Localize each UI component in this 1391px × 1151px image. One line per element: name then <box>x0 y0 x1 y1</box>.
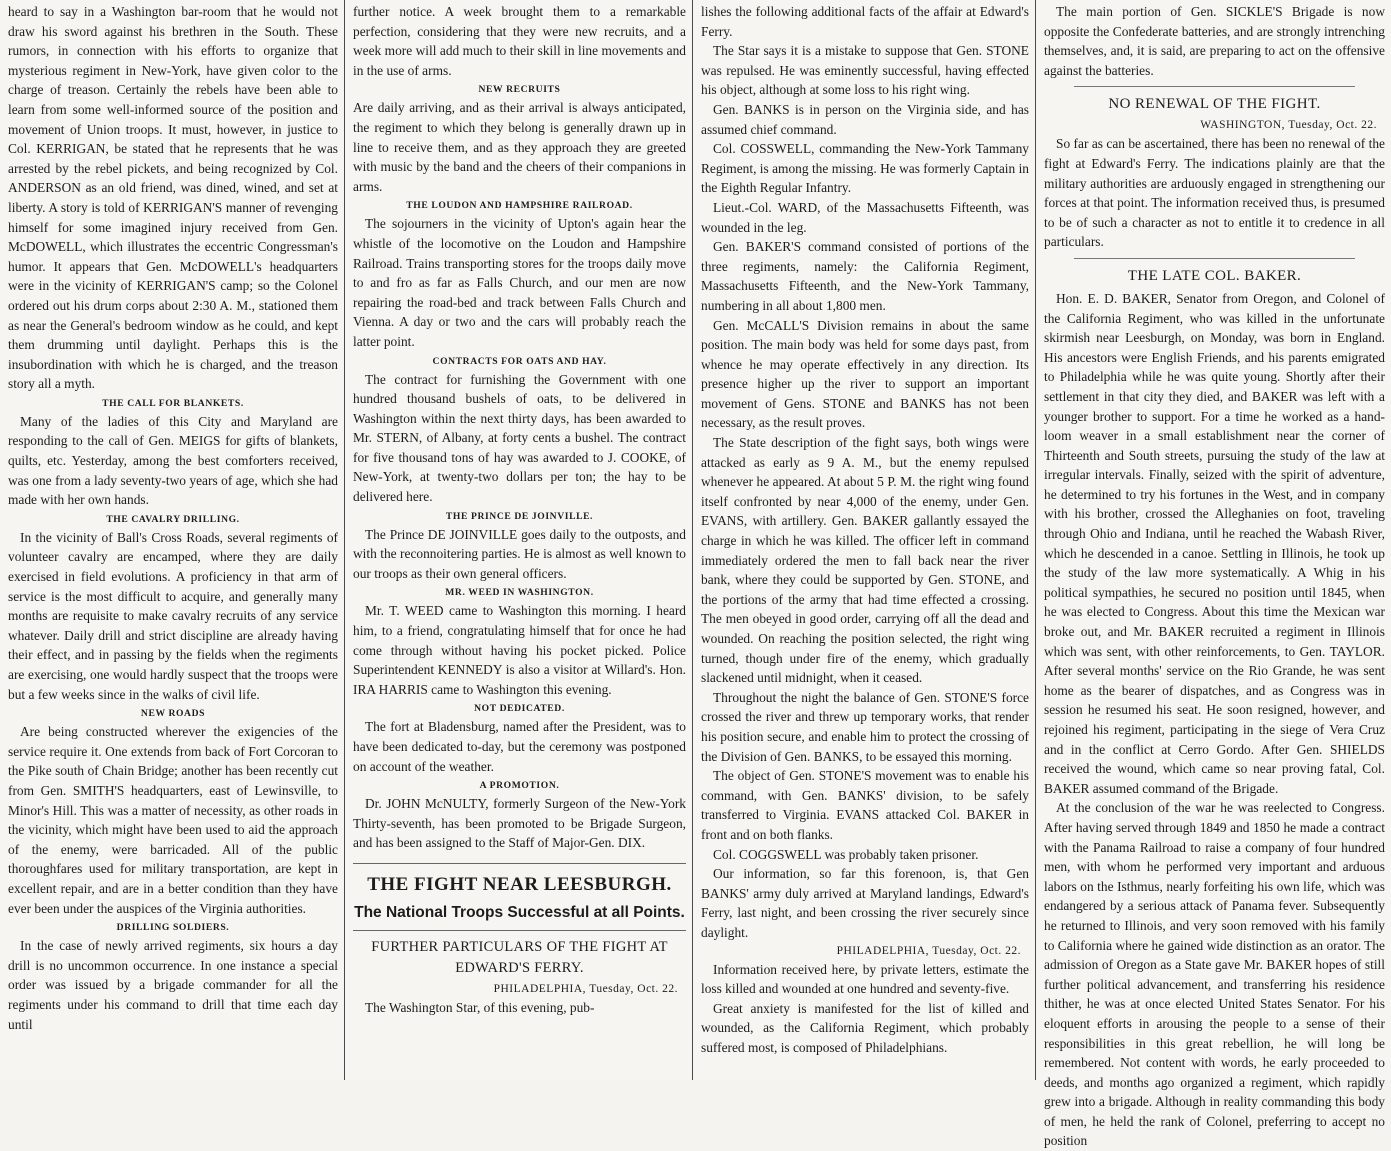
article-paragraph: In the vicinity of Ball's Cross Roads, several regiments of volunteer cavalry are encamped, where they are daily exercised in field evolutions. A proficiency in that arm of service is the most difficult to acquire, and generally many months are requisite to make cavalry recruits of any service whatever. Daily drill and strict discipline are already having their effect, and in passing by the fields when the regiments are exercising, one would hardly suspect that the troops were but a few weeks since in the walks of civil life. <box>8 529 338 702</box>
main-headline: THE FIGHT NEAR LEESBURGH. <box>353 863 686 898</box>
article-paragraph: The main portion of Gen. SICKLE'S Brigade is now opposite the Confederate batteries, and are strongly intrenching themselves, and, it is said, are preparing to act on the offensive against the batteries. <box>1044 4 1385 78</box>
section-heading: THE CALL FOR BLANKETS. <box>102 397 244 409</box>
article-paragraph: The fort at Bladensburg, named after the President, was to have been dedicated to-day, but the ceremony was postponed on account of the weather. <box>353 719 686 774</box>
article-paragraph: Lieut.-Col. WARD, of the Massachusetts Fifteenth, was wounded in the leg. <box>701 199 1029 235</box>
article-paragraph: Great anxiety is manifested for the list of killed and wounded, as the California Regiment, which probably suffered most, is composed of Philadelphians. <box>701 1000 1029 1055</box>
headline-deck: The National Troops Successful at all Points. <box>354 903 685 921</box>
article-paragraph: Dr. JOHN McNULTY, formerly Surgeon of the New-York Thirty-seventh, has been promoted to be Brigade Surgeon, and has been assigned to the Staff of Major-Gen. DIX. <box>353 796 686 851</box>
article-paragraph: Our information, so far this forenoon, is, that Gen BANKS' army duly arrived at Maryland landings, Edward's Ferry, last night, and been crossing the river securely since daylight. <box>701 866 1029 940</box>
article-paragraph: Gen. BAKER'S command consisted of portions of the three regiments, namely: the California Regiment, Massachusetts Fifteenth, and the New-York Tammany, numbering in all about 1,800 men. <box>701 239 1029 313</box>
column-3 <box>693 0 1036 1080</box>
section-heading: THE CAVALRY DRILLING. <box>106 513 240 525</box>
article-paragraph: Gen. McCALL'S Division remains in about the same position. The main body was held for some days past, from whence he may operate effectively in any direction. Its presence higher up the river to support an important movement of Gens. STONE and BANKS has not been necessary, as the result proves. <box>701 317 1029 431</box>
section-heading: THE LOUDON AND HAMPSHIRE RAILROAD. <box>406 200 633 212</box>
article-paragraph: The State description of the fight says, both wings were attacked as early as 9 A. M., but the enemy repulsed whenever he appeared. At about 5 P. M. the right wing found itself confronted by near 4,000 of the enemy, under Gen. EVANS, with artillery. Gen. BAKER gallantly essayed the charge in which he was killed. The officer left in command immediately ordered the men to fall back near the river bank, where they could be supported by Gen. STONE, and the portions of the army that had time effected a crossing. The men obeyed in good order, carrying off all the dead and wounded. On reaching the position selected, the right wing turned, though under fire of the enemy, which gradually slackened until midnight, when it ceased. <box>701 435 1029 686</box>
column-4 <box>1036 0 1391 1149</box>
dateline: PHILADELPHIA, Tuesday, Oct. 22. <box>836 944 1021 957</box>
column-2 <box>345 0 693 1080</box>
article-paragraph: Throughout the night the balance of Gen. STONE'S force crossed the river and threw up temporary works, that render his position secure, and enable him to protect the crossing of the Division of Gen. BANKS, to be essayed this morning. <box>701 689 1029 764</box>
section-heading: NEW ROADS <box>140 708 206 720</box>
section-heading: NOT DEDICATED. <box>474 703 565 715</box>
article-paragraph: Col. COSSWELL, commanding the New-York Tammany Regiment, is among the missing. He was formerly Captain in the Eighth Regular Infantry. <box>701 141 1029 196</box>
article-paragraph: The sojourners in the vicinity of Upton's again hear the whistle of the locomotive on the Loudon and Hampshire Railroad. Trains transporting stores for the troops daily move to and fro as far as Falls Church, and our men are now repairing the road-bed and track between Falls Church and Vienna. A day or two and the cars will probably reach the latter point. <box>353 216 686 349</box>
article-paragraph: heard to say in a Washington bar-room that he would not draw his sword against his brethren in the South. These rumors, in connection with his efforts to organize that mysterious regiment in New-York, have given color to the charge of treason. Certainly the rebels have been able to learn from some well-informed source of the position and movement of Union troops. It must, however, in justice to Col. KERRIGAN, be stated that he represents that he was arrested by the rebel pickets, and being recognized by Col. ANDERSON as an old friend, was dined, wined, and set at liberty. A story is told of KERRIGAN'S manner of revenging himself for some imagined injury received from Gen. McDOWELL, which illustrates the eccentric Congressman's humor. It appears that Gen. McDOWELL's headquarters were in the vicinity of KERRIGAN'S camp; so the Colonel ordered out his drum corps about 2:30 A. M., stationed them as near the General's bedroom window as he could, and kept them drumming until daylight. Perhaps this is the insubordination with which he is charged, and the treason story all a myth. <box>8 4 338 392</box>
article-paragraph: Are daily arriving, and as their arrival is always anticipated, the regiment to which they belong is generally drawn up in line to receive them, and as they approach they are greeted with music by the band and the cheers of their companions in arms. <box>353 100 686 194</box>
dateline: PHILADELPHIA, Tuesday, Oct. 22. <box>493 982 678 995</box>
section-heading: NO RENEWAL OF THE FIGHT. <box>1108 96 1321 113</box>
section-heading: THE PRINCE DE JOINVILLE. <box>445 510 594 522</box>
article-paragraph: At the conclusion of the war he was reelected to Congress. After having served through 1849 and 1850 he made a contract with the Panama Railroad to raise a company of four hundred men, with whom he performed very important and arduous labors on the Isthmus, nearly forfeiting his own life, which was endangered by a serious attack of Panama fever. Subsequently he returned to Illinois, and very soon removed with his family to California where he gained wide distinction as an orator. The admission of Oregon as a State gave Mr. BAKER hopes of still further political advancement, and transferring his residence thither, he was at once elected United States Senator. For his eloquent efforts in arousing the people to a sense of their responsibilities in this great rebellion, he will long be remembered. Not content with words, he early proceeded to deeds, and months ago organized a regiment, which rapidly grew into a brigade. Although in reality commanding this body of men, he held the rank of Colonel, preferring to accept no position <box>1044 800 1385 1149</box>
article-paragraph: Gen. BANKS is in person on the Virginia side, and has assumed chief command. <box>701 101 1029 137</box>
article-paragraph: Col. COGGSWELL was probably taken prisoner. <box>713 846 979 862</box>
article-paragraph: lishes the following additional facts of the affair at Edward's Ferry. <box>701 4 1029 39</box>
article-paragraph: Information received here, by private letters, estimate the loss killed and wounded at one hundred and seventy-five. <box>701 961 1029 997</box>
section-heading: CONTRACTS FOR OATS AND HAY. <box>432 355 607 367</box>
section-heading: THE LATE COL. BAKER. <box>1127 267 1302 284</box>
section-heading: DRILLING SOLDIERS. <box>116 922 230 934</box>
article-paragraph: The contract for furnishing the Government with one hundred thousand bushels of oats, to be delivered in Washington within the next thirty days, has been awarded to Mr. STERN, of Albany, at forty cents a bushel. The contract for five thousand tons of hay was awarded to J. COOKE, of New-York, at twenty-two dollars per ton; the hay to be delivered here. <box>353 371 686 505</box>
article-paragraph: So far as can be ascertained, there has been no renewal of the fight at Edward's Ferry. The indications plainly are that the military authorities are arduously engaged in strengthening our forces at that point. The information received thus, is presumed to be of such a character as not to entitle it to credence in all particulars. <box>1044 136 1385 250</box>
article-paragraph: The Washington Star, of this evening, pub- <box>365 999 595 1015</box>
article-paragraph: Many of the ladies of this City and Maryland are responding to the call of Gen. MEIGS for gifts of blankets, quilts, etc. Yesterday, among the best comforters received, was one from a lady seventy-two years of age, which she had made with her own hands. <box>8 413 338 508</box>
article-paragraph: further notice. A week brought them to a remarkable perfection, considering that they were new recruits, and a week more will add much to their skill in line movements and in the use of arms. <box>353 4 686 78</box>
article-paragraph: The object of Gen. STONE'S movement was to enable his command, with Gen. BANKS' division, to be safely transferred to Virginia. EVANS attacked Col. BAKER in front and on both flanks. <box>701 768 1029 842</box>
section-heading: MR. WEED IN WASHINGTON. <box>445 587 594 599</box>
article-paragraph: Hon. E. D. BAKER, Senator from Oregon, and Colonel of the California Regiment, who was killed in the unfortunate skirmish near Leesburgh, on Monday, was born in England. His ancestors were English Friends, and his parents emigrated to Philadelphia while he was quite young. Shortly after their settlement in that city they died, and BAKER was left with a younger brother to support. For a time he worked as a hand-loom weaver in a small establishment near the corner of Thirteenth and South streets, pursuing the study of the law at irregular intervals. Finally, seized with the spirit of adventure, he determined to try his fortunes in the West, and in company with his brother, crossed the Alleghanies on foot, traveling through Ohio and Indiana, until he reached the Wabash River, which he descended in a canoe. Settling in Illinois, he took up the study of the law more systematically. A Whig in his political sympathies, he secured no position until 1845, when he was elected to Congress. About this time the Mexican war broke out, and Mr. BAKER recruited a regiment in Illinois which was sent, with other reinforcements, to Gen. TAYLOR. After several months' service on the Rio Grande, he was sent home as the bearer of dispatches, and as Congress was in session he resumed his seat. He soon resigned, however, and rejoined his regiment, participating in the siege of Vera Cruz and in the conflict at Cerro Gordo. After Gen. SHIELDS received the wound, which came so near proving fatal, Col. BAKER assumed command of the Brigade. <box>1044 290 1385 796</box>
section-heading: NEW RECRUITS <box>478 84 561 96</box>
article-paragraph: Mr. T. WEED came to Washington this morning. I heard him, to a friend, congratulating himself that for once he had come through without having his pocket picked. Police Superintendent KENNEDY is also a visitor at Willard's. Hon. IRA HARRIS came to Washington this evening. <box>353 603 686 697</box>
divider <box>1074 258 1355 259</box>
article-paragraph: The Star says it is a mistake to suppose that Gen. STONE was repulsed. He was eminently successful, having effected his object, although at some loss to his right wing. <box>701 43 1029 98</box>
article-paragraph: The Prince DE JOINVILLE goes daily to the outposts, and with the reconnoitering parties. He is almost as well known to our troops as their own general officers. <box>353 526 686 581</box>
headline-subdeck: FURTHER PARTICULARS OF THE FIGHT AT EDWARD'S FERRY. <box>353 930 686 979</box>
dateline: WASHINGTON, Tuesday, Oct. 22. <box>1200 119 1377 132</box>
article-paragraph: Are being constructed wherever the exigencies of the service require it. One extends from back of Fort Corcoran to the Pike south of Chain Bridge; another has been recently cut from Gen. SMITH'S headquarters, east of Lewinsville, to Minor's Hill. This was a matter of necessity, as other roads in the vicinity, which might have been used to aid the approach of the enemy, were barricaded. All of the public thoroughfares used for military transportation, are kept in excellent repair, and are in a better condition than they have ever been under the auspices of the Virginia authorities. <box>8 724 338 916</box>
column-1 <box>0 0 345 1080</box>
section-heading: A PROMOTION. <box>479 780 560 792</box>
divider <box>1074 86 1355 87</box>
article-paragraph: In the case of newly arrived regiments, six hours a day drill is no uncommon occurrence. In one instance a special order was issued by a brigade commander for all the regiments under his command to drill that time each day until <box>8 938 338 1032</box>
